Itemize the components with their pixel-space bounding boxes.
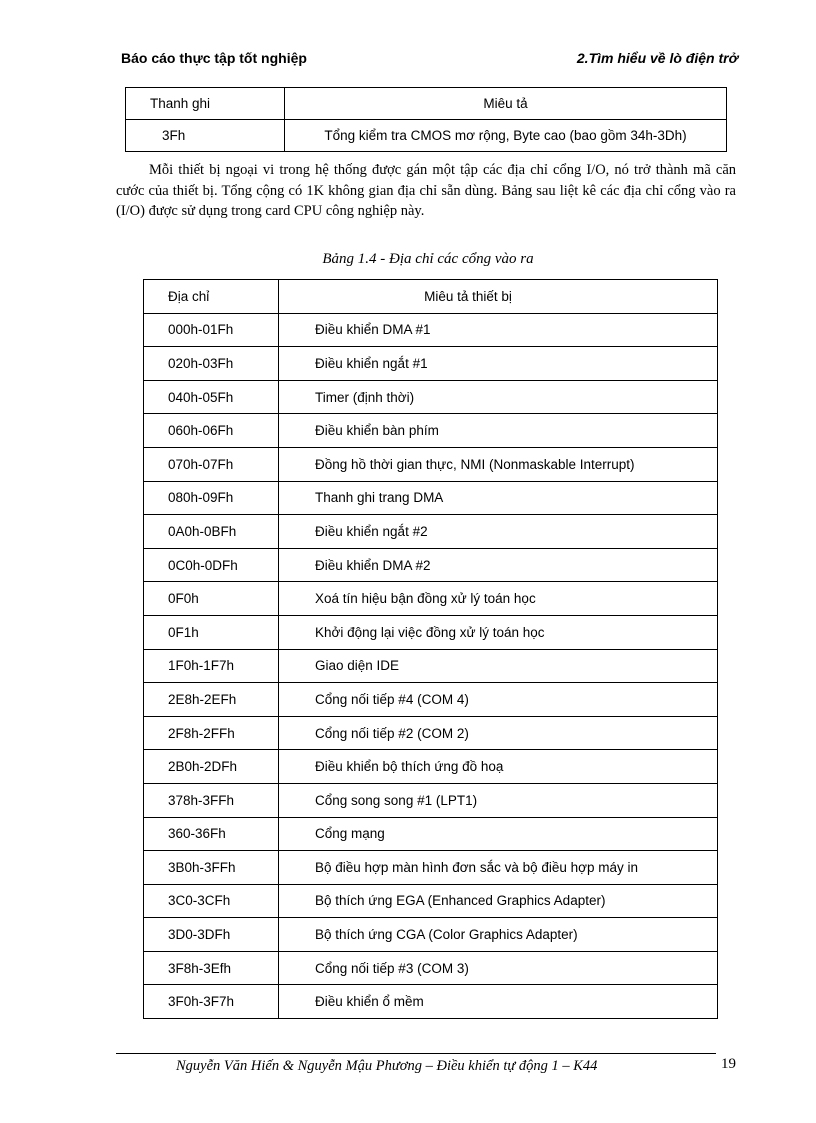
- table-row: [144, 985, 718, 1019]
- address-cell: 2B0h-2DFh: [144, 750, 279, 784]
- header-cell-address: Địa chỉ: [144, 280, 279, 314]
- table-row: [144, 582, 718, 616]
- table-row: [144, 817, 718, 851]
- table-row: [144, 313, 718, 347]
- device-description-cell: Điều khiển DMA #2: [279, 548, 718, 582]
- address-cell: 060h-06Fh: [144, 414, 279, 448]
- address-cell: 0F1h: [144, 615, 279, 649]
- table-row: [144, 347, 718, 381]
- table-row: [144, 447, 718, 481]
- address-cell: 3C0-3CFh: [144, 884, 279, 918]
- address-cell: 000h-01Fh: [144, 313, 279, 347]
- body-paragraph: Mỗi thiết bị ngoại vi trong hệ thống được gán một tập các địa chỉ cổng I/O, nó trở thành mã căn cước của thiết bị. Tổng cộng có 1K không gian địa chỉ sẵn dùng. Bảng sau liệt kê các địa chỉ cổng vào ra (I/O) được sử dụng trong card CPU công nghiệp này.: [116, 162, 736, 219]
- address-cell: 080h-09Fh: [144, 481, 279, 515]
- address-cell: 2F8h-2FFh: [144, 716, 279, 750]
- address-cell: 0A0h-0BFh: [144, 515, 279, 549]
- device-description-cell: Cổng song song #1 (LPT1): [279, 783, 718, 817]
- table-row: [144, 548, 718, 582]
- address-cell: 0F0h: [144, 582, 279, 616]
- address-cell: 2E8h-2EFh: [144, 683, 279, 717]
- header-cell-description: Miêu tả: [285, 88, 727, 120]
- device-description-cell: Cổng nối tiếp #4 (COM 4): [279, 683, 718, 717]
- table-row: [126, 120, 727, 152]
- table-caption: Bảng 1.4 - Địa chỉ các cổng vào ra: [322, 251, 534, 267]
- address-cell: 020h-03Fh: [144, 347, 279, 381]
- header-cell-device-description: Miêu tả thiết bị: [279, 280, 718, 314]
- address-cell: 360-36Fh: [144, 817, 279, 851]
- header-section: 2.Tìm hiểu về lò điện trở: [576, 50, 738, 66]
- device-description-cell: Điều khiển bộ thích ứng đồ hoạ: [279, 750, 718, 784]
- table-row: [144, 783, 718, 817]
- address-cell: 070h-07Fh: [144, 447, 279, 481]
- device-description-cell: Giao diện IDE: [279, 649, 718, 683]
- device-description-cell: Điều khiển ngắt #1: [279, 347, 718, 381]
- device-description-cell: Thanh ghi trang DMA: [279, 481, 718, 515]
- table-row: [144, 918, 718, 952]
- address-cell: 0C0h-0DFh: [144, 548, 279, 582]
- device-description-cell: Bộ thích ứng CGA (Color Graphics Adapter): [279, 918, 718, 952]
- description-cell: Tổng kiểm tra CMOS mơ rộng, Byte cao (bao gồm 34h-3Dh): [285, 120, 727, 152]
- device-description-cell: Đồng hồ thời gian thực, NMI (Nonmaskable Interrupt): [279, 447, 718, 481]
- address-cell: 1F0h-1F7h: [144, 649, 279, 683]
- table-row: [144, 951, 718, 985]
- table-row: [144, 750, 718, 784]
- device-description-cell: Cổng nối tiếp #3 (COM 3): [279, 951, 718, 985]
- table-row: [144, 380, 718, 414]
- address-cell: 040h-05Fh: [144, 380, 279, 414]
- device-description-cell: Cổng nối tiếp #2 (COM 2): [279, 716, 718, 750]
- table-row: [144, 683, 718, 717]
- device-description-cell: Điều khiển bàn phím: [279, 414, 718, 448]
- table-row: [144, 716, 718, 750]
- table-row: [144, 851, 718, 885]
- table-row: [144, 615, 718, 649]
- register-table: [125, 87, 727, 152]
- device-description-cell: Xoá tín hiệu bận đồng xử lý toán học: [279, 582, 718, 616]
- table-row: [144, 414, 718, 448]
- footer-authors: Nguyễn Văn Hiến & Nguyễn Mậu Phương – Điều khiển tự động 1 – K44: [176, 1058, 598, 1074]
- device-description-cell: Cổng mạng: [279, 817, 718, 851]
- device-description-cell: Điều khiển ổ mềm: [279, 985, 718, 1019]
- address-cell: 3F0h-3F7h: [144, 985, 279, 1019]
- device-description-cell: Bộ điều hợp màn hình đơn sắc và bộ điều hợp máy in: [279, 851, 718, 885]
- page-number: 19: [721, 1056, 736, 1072]
- device-description-cell: Điều khiển ngắt #2: [279, 515, 718, 549]
- table-row: [144, 884, 718, 918]
- footer-divider: [116, 1053, 716, 1054]
- address-cell: 3D0-3DFh: [144, 918, 279, 952]
- device-description-cell: Timer (định thời): [279, 380, 718, 414]
- device-description-cell: Bộ thích ứng EGA (Enhanced Graphics Adapter): [279, 884, 718, 918]
- table-header-row: [144, 280, 718, 314]
- table-header-row: [126, 88, 727, 120]
- table-row: [144, 481, 718, 515]
- device-description-cell: Điều khiển DMA #1: [279, 313, 718, 347]
- header-cell-register: Thanh ghi: [126, 88, 285, 120]
- table-row: [144, 515, 718, 549]
- address-cell: 378h-3FFh: [144, 783, 279, 817]
- header-title: Báo cáo thực tập tốt nghiệp: [121, 50, 307, 66]
- device-description-cell: Khởi động lại việc đồng xử lý toán học: [279, 615, 718, 649]
- address-cell: 3F8h-3Efh: [144, 951, 279, 985]
- address-cell: 3B0h-3FFh: [144, 851, 279, 885]
- register-cell: 3Fh: [126, 120, 285, 152]
- io-address-table: [143, 279, 718, 1019]
- table-row: [144, 649, 718, 683]
